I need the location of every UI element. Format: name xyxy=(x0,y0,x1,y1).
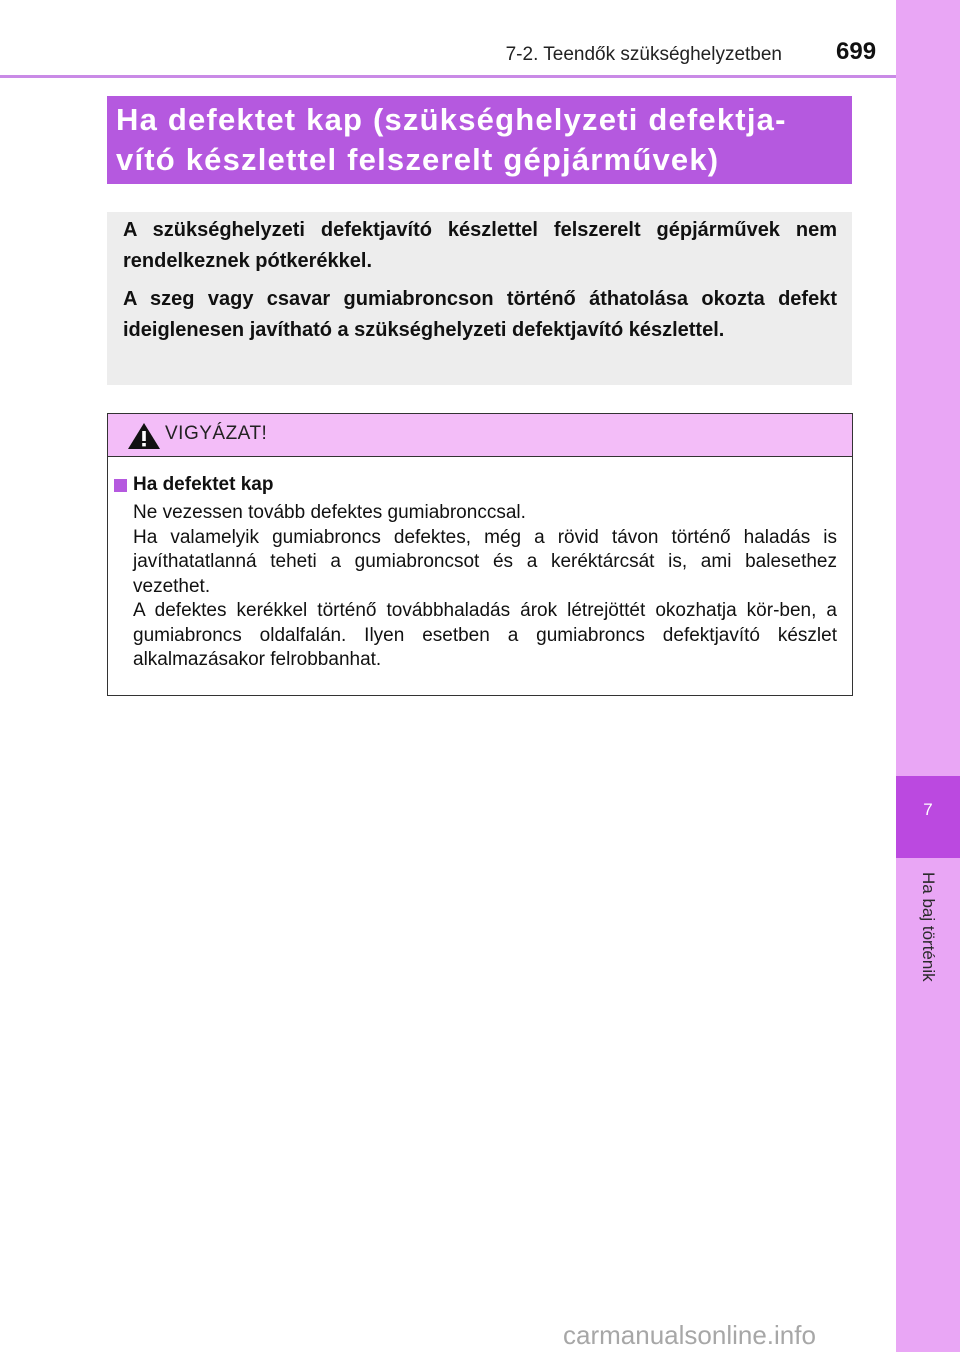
section-heading-line-2: vító készlettel felszerelt gépjárművek) xyxy=(116,142,720,177)
side-tab xyxy=(896,0,960,1352)
section-heading xyxy=(116,100,842,180)
warning-body xyxy=(108,457,852,673)
intro-paragraph: A szükséghelyzeti defektjavító készlettel felszerelt gépjárművek nem rendelkeznek pótkerékkel. xyxy=(123,219,837,272)
warning-box xyxy=(107,413,853,696)
intro-box xyxy=(107,212,852,385)
warning-triangle-icon xyxy=(127,422,161,450)
warning-subheading xyxy=(114,472,837,498)
chapter-title-tab: Ha baj történik xyxy=(919,872,938,982)
section-heading-line-1: Ha defektet kap (szükséghelyzeti defektja- xyxy=(116,102,787,137)
warning-header xyxy=(108,414,852,457)
chapter-number-tab: 7 xyxy=(896,776,960,858)
watermark: carmanualsonline.info xyxy=(563,1320,816,1350)
header-rule xyxy=(0,75,896,78)
warning-subheading-text: Ha defektet kap xyxy=(133,474,274,495)
intro-paragraph: A szeg vagy csavar gumiabroncson történő áthatolása okozta defekt ideiglenesen javítható a szükséghelyzeti defektjavító készlettel. xyxy=(123,288,837,341)
section-title: 7-2. Teendők szükséghelyzetben xyxy=(505,44,782,65)
warning-line: Ne vezessen tovább defektes gumiabronccsal. xyxy=(133,502,526,523)
warning-text xyxy=(114,501,837,673)
warning-title: VIGYÁZAT! xyxy=(165,423,268,444)
warning-line: A defektes kerékkel történő továbbhaladás árok létrejöttét okozhatja kör-ben, a gumiabroncs oldalfalán. Ilyen esetben a gumiabroncs defektjavító készlet alkalmazásakor felrobbanhat. xyxy=(133,600,837,670)
square-bullet-icon xyxy=(114,479,127,492)
warning-line: Ha valamelyik gumiabroncs defektes, még a rövid távon történő haladás is javíthatatlanná teheti a gumiabroncsot és a keréktárcsát is, ami balesethez vezethet. xyxy=(133,526,837,597)
section-heading-box xyxy=(107,96,852,184)
page-number: 699 xyxy=(836,38,877,65)
